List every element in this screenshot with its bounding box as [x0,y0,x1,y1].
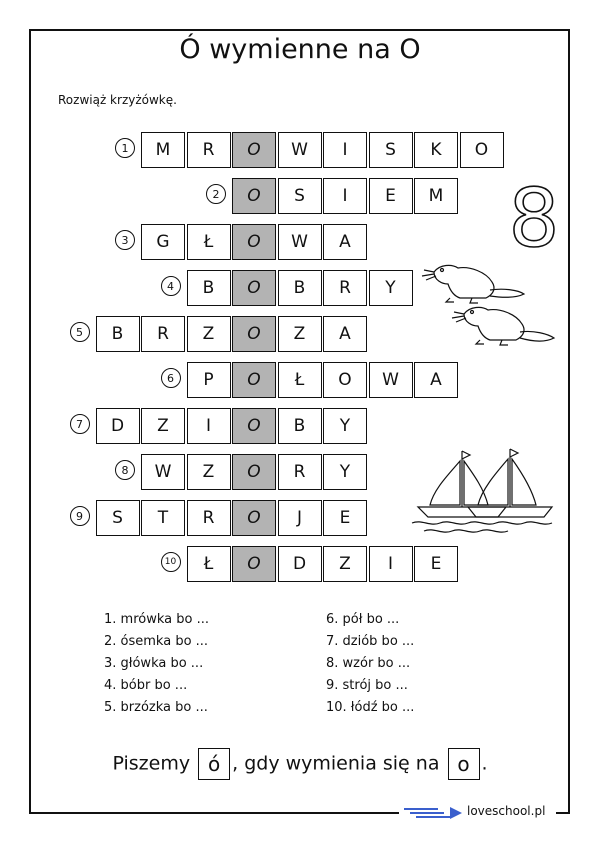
key-cell[interactable]: O [232,178,276,214]
crossword-cell[interactable]: E [323,500,367,536]
crossword-cell[interactable]: B [278,270,322,306]
crossword-cell[interactable]: I [187,408,231,444]
clue-number-5: 5 [70,322,90,342]
crossword-cell[interactable]: E [414,546,458,582]
key-cell[interactable]: O [232,454,276,490]
crossword-cell[interactable]: B [96,316,140,352]
clues-right-column [326,609,414,719]
crossword-cell[interactable]: R [187,132,231,168]
footer-line [29,812,399,814]
crossword-cell[interactable]: M [141,132,185,168]
clue-5: 5. brzózka bo ... [104,700,208,715]
crossword-cell[interactable]: I [323,132,367,168]
key-cell[interactable]: O [232,224,276,260]
crossword-cell[interactable]: D [96,408,140,444]
key-cell[interactable]: O [232,270,276,306]
clue-number-2: 2 [206,184,226,204]
clue-3: 3. główka bo ... [104,656,204,671]
crossword-cell[interactable]: Z [141,408,185,444]
clue-7: 7. dziób bo ... [326,634,415,649]
beavers-illustration [420,258,560,358]
crossword-cell[interactable]: O [323,362,367,398]
footer-line-end [556,812,570,814]
big-eight-text: 8 [508,172,560,265]
clue-number-7: 7 [70,414,90,434]
key-cell[interactable]: O [232,132,276,168]
key-cell[interactable]: O [232,500,276,536]
clue-number-3: 3 [115,230,135,250]
crossword-cell[interactable]: I [323,178,367,214]
crossword-cell[interactable]: P [187,362,231,398]
clues-left-column [104,609,209,719]
crossword-cell[interactable]: Z [278,316,322,352]
crossword-cell[interactable]: T [141,500,185,536]
rule-part-2: , gdy wymienia się na [232,752,440,775]
crossword-cell[interactable]: A [414,362,458,398]
crossword-cell[interactable]: W [141,454,185,490]
crossword-cell[interactable]: I [369,546,413,582]
crossword-cell[interactable]: Ł [187,546,231,582]
brand-name: loveschool.pl [467,804,546,818]
crossword-cell[interactable]: R [278,454,322,490]
clue-number-4: 4 [161,276,181,296]
big-eight-graphic [506,172,562,265]
crossword-cell[interactable]: R [323,270,367,306]
crossword-cell[interactable]: Z [187,454,231,490]
crossword-cell[interactable]: A [323,224,367,260]
clue-2: 2. ósemka bo ... [104,634,209,649]
sailboats-illustration [410,445,560,535]
clue-4: 4. bóbr bo ... [104,678,188,693]
crossword-cell[interactable]: S [96,500,140,536]
crossword-cell[interactable]: Y [369,270,413,306]
rule-part-3: . [481,752,488,775]
crossword-cell[interactable]: W [278,224,322,260]
clue-6: 6. pół bo ... [326,612,400,627]
crossword-cell[interactable]: R [141,316,185,352]
clue-number-8: 8 [115,460,135,480]
crossword-cell[interactable]: D [278,546,322,582]
clue-number-1: 1 [115,138,135,158]
clue-number-6: 6 [161,368,181,388]
crossword-cell[interactable]: Z [187,316,231,352]
crossword-cell[interactable]: R [187,500,231,536]
clue-number-9: 9 [70,506,90,526]
crossword-cell[interactable]: O [460,132,504,168]
rule-part-1: Piszemy [112,752,191,775]
key-cell[interactable]: O [232,546,276,582]
spelling-rule [0,748,600,780]
rule-letter-box-1: ó [198,748,230,780]
rule-letter-box-2: o [448,748,480,780]
crossword-cell[interactable]: J [278,500,322,536]
crossword-cell[interactable]: E [369,178,413,214]
crossword-cell[interactable]: K [414,132,458,168]
crossword-cell[interactable]: Y [323,454,367,490]
key-cell[interactable]: O [232,362,276,398]
instruction-text: Rozwiąż krzyżówkę. [58,93,177,107]
clue-1: 1. mrówka bo ... [104,612,209,627]
key-cell[interactable]: O [232,408,276,444]
worksheet-title: Ó wymienne na O [179,34,421,65]
crossword-cell[interactable]: Z [323,546,367,582]
crossword-cell[interactable]: Ł [278,362,322,398]
crossword-cell[interactable]: G [141,224,185,260]
crossword-cell[interactable]: B [278,408,322,444]
crossword-cell[interactable]: Y [323,408,367,444]
clue-8: 8. wzór bo ... [326,656,411,671]
crossword-cell[interactable]: W [278,132,322,168]
crossword-cell[interactable]: S [278,178,322,214]
crossword-cell[interactable]: Ł [187,224,231,260]
crossword-cell[interactable]: B [187,270,231,306]
crossword-cell[interactable]: S [369,132,413,168]
crossword-cell[interactable]: M [414,178,458,214]
clue-10: 10. łódź bo ... [326,700,415,715]
key-cell[interactable]: O [232,316,276,352]
crossword-cell[interactable]: A [323,316,367,352]
clue-9: 9. strój bo ... [326,678,408,693]
crossword-cell[interactable]: W [369,362,413,398]
clue-number-10: 10 [161,552,181,572]
